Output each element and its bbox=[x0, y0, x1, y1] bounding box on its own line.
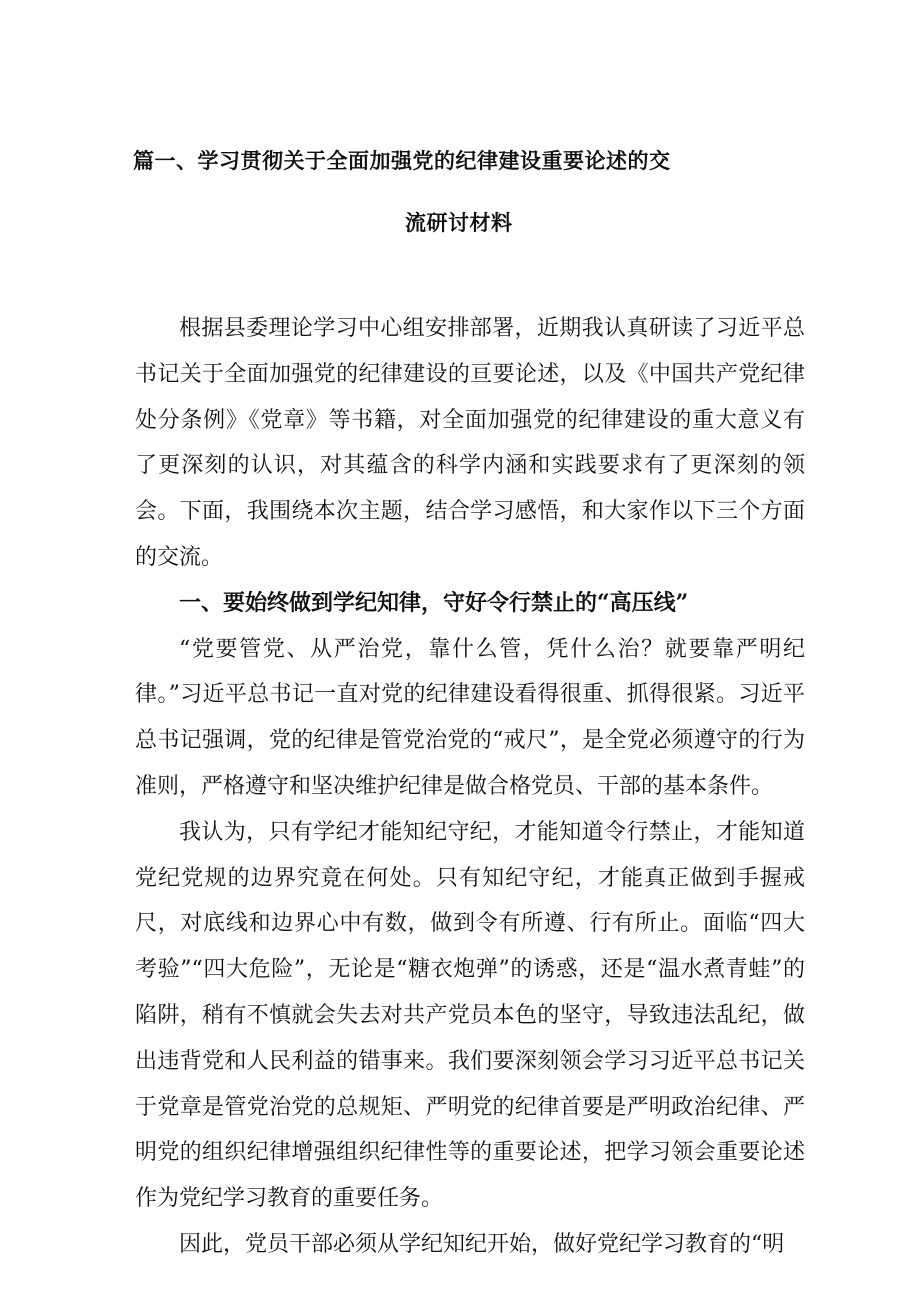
body-paragraph-quote: “党要管党、从严治党，靠什么管，凭什么治？就要靠严明纪律。”习近平总书记一直对党的纪律建设看得很重、抓得很紧。习近平总书记强调，党的纪律是管党治党的“戒尺”，是全党必须遵守的行为准则，严格遵守和坚决维护纪律是做合格党员、干部的基本条件。 bbox=[135, 636, 805, 799]
body-paragraph-opinion: 我认为，只有学纪才能知纪守纪，才能知道令行禁止，才能知道党纪党规的边界究竟在何处。只有知纪守纪，才能真正做到手握戒尺，对底线和边界心中有数，做到令有所遵、行有所止。面临“四大考验”“四大危险”，无论是“糖衣炮弹”的诱惑，还是“温水煮青蛙”的陷阱，稍有不慎就会失去对共产党员本色的坚守，导致违法乱纪，做出违背党和人民利益的错事来。我们要深刻领会学习习近平总书记关于党章是管党治党的总规矩、严明党的纪律首要是严明政治纪律、严明党的组织纪律增强组织纪律性等的重要论述，把学习领会重要论述作为党纪学习教育的重要任务。 bbox=[135, 819, 805, 1212]
body-paragraph-conclusion: 因此，党员干部必须从学纪知纪开始，做好党纪学习教育的“明 bbox=[179, 1231, 785, 1257]
document-body bbox=[135, 306, 805, 1268]
document-title-line-1: 篇一、学习贯彻关于全面加强党的纪律建设重要论述的交 bbox=[133, 148, 671, 173]
section-heading-1: 一、要始终做到学纪知律，守好令行禁止的“高压线” bbox=[179, 589, 689, 616]
body-paragraph-intro: 根据县委理论学习中心组安排部署，近期我认真研读了习近平总书记关于全面加强党的纪律建设的亘要论述，以及《中国共产党纪律处分条例》《党章》等书籍，对全面加强党的纪律建设的重大意义有了更深刻的认识，对其蕴含的科学内涵和实践要求有了更深刻的领会。下面，我围绕本次主题，结合学习感悟，和大家作以下三个方面的交流。 bbox=[135, 316, 805, 570]
document-title-line-2: 流研讨材料 bbox=[405, 210, 513, 235]
